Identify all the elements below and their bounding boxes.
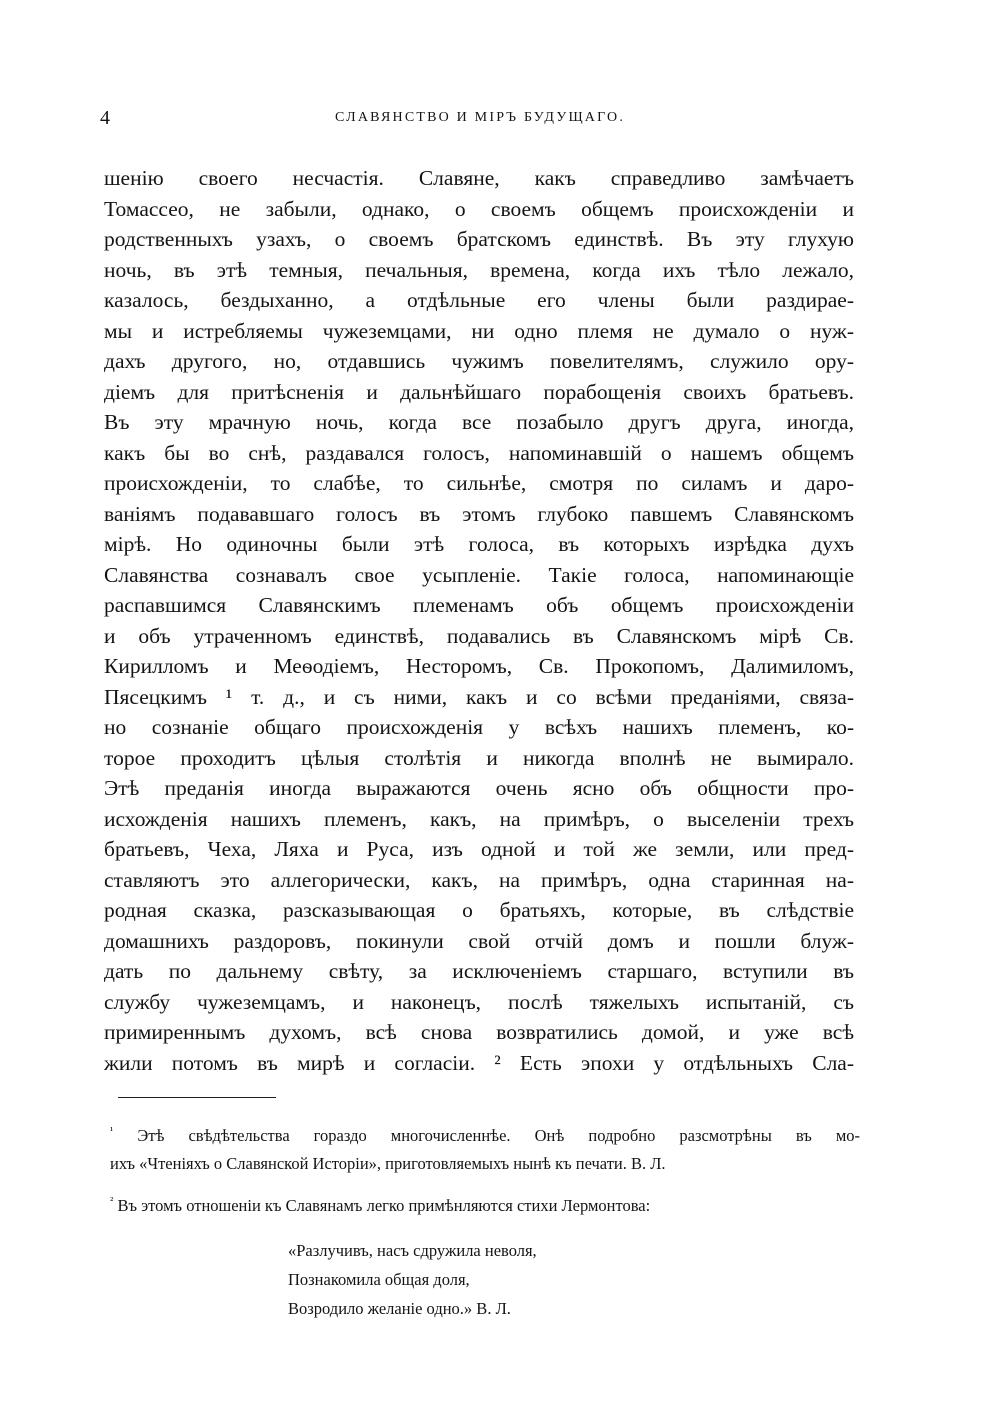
text-line: и объ утраченномъ единствѣ, подавались въ Славянскомъ мірѣ Св.: [104, 623, 854, 648]
verse-line: «Разлучивъ, насъ сдружила неволя,: [288, 1241, 537, 1260]
footnote-1-line-1: [110, 1122, 860, 1150]
text-line: распавшимся Славянскимъ племенамъ объ общемъ происхожденіи: [104, 593, 854, 617]
text-line: службу чужеземцамъ, и наконецъ, послѣ тяжелыхъ испытаній, съ: [104, 989, 854, 1014]
text-line: родственныхъ узахъ, о своемъ братскомъ единствѣ. Въ эту глухую: [104, 227, 854, 251]
footnote-2-marker: ²: [110, 1195, 114, 1207]
text-line: Этѣ преданія иногда выражаются очень ясно объ общности про-: [104, 776, 854, 800]
text-line: діемъ для притѣсненія и дальнѣйшаго порабощенія своихъ братьевъ.: [104, 379, 854, 404]
text-line: дахъ другого, но, отдавшись чужимъ повелителямъ, служило ору-: [104, 349, 854, 373]
text-line: исхожденія нашихъ племенъ, какъ, на примѣръ, о выселеніи трехъ: [104, 806, 854, 831]
running-head: [100, 104, 860, 132]
main-text: [104, 163, 854, 1078]
text-line: казалось, бездыханно, а отдѣльные его члены были раздирае-: [104, 288, 854, 312]
text-line: примиреннымъ духомъ, всѣ снова возвратились домой, и уже всѣ: [104, 1020, 854, 1044]
footnote-2-text: Въ этомъ отношеніи къ Славянамъ легко примѣнляются стихи Лермонтова:: [117, 1196, 651, 1215]
text-line: Томассео, не забыли, однако, о своемъ общемъ происхожденіи и: [104, 196, 854, 221]
text-line: происхожденіи, то слабѣе, то сильнѣе, смотря по силамъ и даро-: [104, 471, 854, 495]
footnotes: [110, 1122, 860, 1220]
text-line: ваніямъ подававшаго голосъ въ этомъ глубоко павшемъ Славянскомъ: [104, 501, 854, 526]
text-line: Въ эту мрачную ночь, когда все позабыло другъ друга, иногда,: [104, 410, 854, 434]
text-line: какъ бы во снѣ, раздавался голосъ, напоминавшій о нашемъ общемъ: [104, 440, 854, 465]
text-line: жили потомъ въ мирѣ и согласіи. ² Есть эпохи у отдѣльныхъ Сла-: [104, 1050, 854, 1075]
text-line: ночь, въ этѣ темныя, печальныя, времена, когда ихъ тѣло лежало,: [104, 257, 854, 282]
text-line: родная сказка, разсказывающая о братьяхъ, которые, въ слѣдствіе: [104, 898, 854, 922]
text-line: но сознаніе общаго происхожденія у всѣхъ нашихъ племенъ, ко-: [104, 715, 854, 739]
text-line: мірѣ. Но одиночны были этѣ голоса, въ которыхъ изрѣдка духъ: [104, 532, 854, 556]
footnote-1-line-2: ихъ «Чтеніяхъ о Славянской Исторіи», приготовляемыхъ нынѣ къ печати. В. Л.: [110, 1154, 666, 1173]
text-line: Кирилломъ и Меѳодіемъ, Несторомъ, Св. Прокопомъ, Далимиломъ,: [104, 654, 854, 678]
text-line: Пясецкимъ ¹ т. д., и съ ними, какъ и со всѣми преданіями, связа-: [104, 684, 854, 709]
footnote-1-text: Этѣ свѣдѣтельства гораздо многочисленнѣе. Онѣ подробно разсмотрѣны въ мо-: [137, 1126, 860, 1145]
running-title: СЛАВЯНСТВО И МІРЪ БУДУЩАГО.: [334, 110, 626, 125]
text-line: мы и истребляемы чужеземцами, ни одно племя не думало о нуж-: [104, 318, 854, 343]
text-line: дать по дальнему свѣту, за исключеніемъ старшаго, вступили въ: [104, 959, 854, 983]
footnote-1-marker: ¹: [110, 1125, 114, 1137]
verse-quote: [288, 1236, 708, 1323]
text-line: ставляютъ это аллегорически, какъ, на примѣръ, одна старинная на-: [104, 867, 854, 892]
text-line: Славянства сознавалъ свое усыпленіе. Такіе голоса, напоминающіе: [104, 562, 854, 587]
text-line: торое проходитъ цѣлыя столѣтія и никогда вполнѣ не вымирало.: [104, 745, 854, 770]
text-line: братьевъ, Чеха, Ляха и Руса, изъ одной и той же земли, или пред-: [104, 837, 854, 861]
text-line: домашнихъ раздоровъ, покинули свой отчій домъ и пошли блуж-: [104, 928, 854, 953]
footnote-separator: [118, 1097, 276, 1098]
verse-line: Познакомила общая доля,: [288, 1270, 470, 1289]
verse-line: Возродило желаніе одно.» В. Л.: [288, 1299, 511, 1318]
page-number: 4: [100, 107, 110, 129]
text-line: шенію своего несчастія. Славяне, какъ справедливо замѣчаетъ: [104, 166, 854, 190]
footnote-2-line-1: [110, 1192, 860, 1220]
